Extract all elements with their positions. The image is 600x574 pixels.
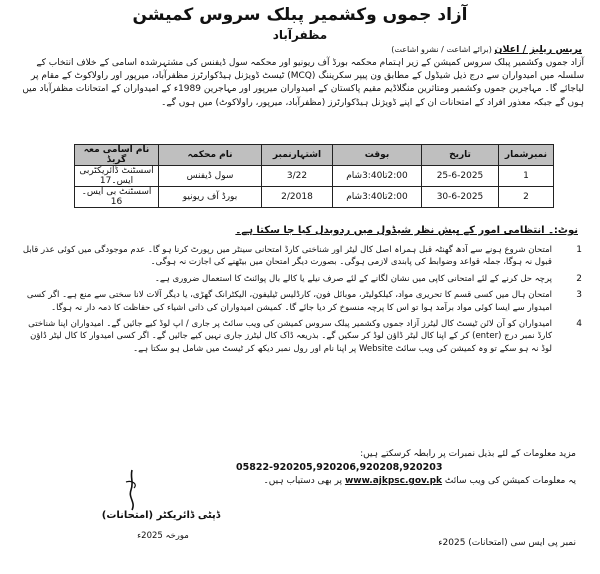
reference-number: نمبر پی ایس سی (امتحانات) 2025ء	[438, 538, 576, 548]
note-number: 2	[576, 273, 582, 284]
signatory-title: ڈپٹی ڈائریکٹر (امتحانات)	[101, 510, 221, 521]
cell-time: 2:00تا3:40شام	[333, 187, 422, 208]
header-post: نام اسامی معہ گریڈ	[75, 145, 159, 166]
schedule-table	[74, 144, 554, 208]
location-subtitle: مظفرآباد	[272, 28, 328, 42]
cell-sn: 1	[499, 166, 554, 187]
table-row	[75, 187, 554, 208]
intro-paragraph: آزاد جموں وکشمیر پبلک سروس کمیشن کے زیر اہتمام محکمہ بورڈ آف ریونیو اور محکمہ سول ڈیفنس کی مشتہرشدہ اسامی کے خلاف انتخاب کے سلسلہ میں امیدواران سے درج ذیل شیڈول کے مطابق ون پیپر سکریننگ (MCQ) ٹیسٹ ڈویژنل ہیڈکوارٹرز مظفرآباد، میرپور اور راولاکوٹ کے مقام پر لیاجائے گا۔ مہاجرین جموں وکشمیر ومتاثرین منگلاڈیم مقیم پاکستان کے امیدواران میرپور اور مہاجرین 1989ء کے امیدواران کے امتحانات مظفرآباد میں ہوں گے جبکہ معذور افراد کے امتحانات ان کے اپنے ڈویژنل ہیڈکوارٹرز (مظفرآباد، میرپور، راولاکوٹ) میں ہوں گے۔	[22, 58, 584, 108]
note-heading: نوٹ:۔ انتظامی امور کے پیش نظر شیڈول میں ردوبدل کیا جا سکتا ہے۔	[235, 225, 578, 236]
list-item	[20, 273, 588, 285]
cell-dept: سول ڈیفنس	[159, 166, 262, 187]
note-text: پرچہ حل کرنے کے لئے امتحانی کاپی میں نشان لگانے کے لئے صرف نیلے یا کالے بال پوائنٹ کا استعمال ضروری ہے۔	[154, 273, 552, 284]
note-number: 4	[576, 319, 582, 330]
press-release-line	[292, 44, 582, 56]
list-item	[20, 289, 588, 314]
cell-ad: 2/2018	[262, 187, 333, 208]
cell-ad: 3/22	[262, 166, 333, 187]
header-time: بوقت	[333, 145, 422, 166]
signature-scribble-icon	[112, 468, 152, 512]
cell-time: 2:00تا3:40شام	[333, 166, 422, 187]
header-dept: نام محکمہ	[159, 145, 262, 166]
note-text: امتحان شروع ہونے سے آدھ گھنٹہ قبل ہمراہ اصل کال لیٹر اور شناختی کارڈ امتحانی سینٹر میں رپورٹ کرنا ہو گا۔ عدم موجودگی میں کوئی عذر قابل قبول نہ ہوگا، جملہ قواعد وضوابط کی پابندی لازمی ہوگی۔ بصورت دیگر امتحان میں بیٹھنے کی اجازت نہ ہوگی۔	[22, 245, 552, 268]
cell-post: اسسٹنٹ بی ایس۔16	[75, 187, 159, 208]
cell-date: 30-6-2025	[422, 187, 499, 208]
note-text: امتحان ہال میں کسی قسم کا تحریری مواد، کیلکولیٹر، موبائل فون، کارڈلیس ٹیلیفون، الیکٹرانک گھڑی، یا دیگر آلات لانا سختی سے منع ہے۔ اگر کسی امیدوار سے ایسا کوئی مواد برآمد ہوا تو اس کا پرچہ منسوخ کر دیا جائے گا۔ کمیشن امیدواران کی ذاتی اشیاء کی حفاظت کا ذمہ دار نہ ہوگا۔	[26, 290, 552, 313]
header-date: تاریخ	[422, 145, 499, 166]
cell-dept: بورڈ آف ریونیو	[159, 187, 262, 208]
header-sn: نمبرشمار	[499, 145, 554, 166]
press-release-label: پریس ریلیز / اعلان	[494, 44, 582, 55]
cell-date: 25-6-2025	[422, 166, 499, 187]
website-suffix: پر بھی دستیاب ہیں۔	[263, 476, 343, 486]
cell-sn: 2	[499, 187, 554, 208]
notes-list	[20, 244, 588, 359]
website-text: یہ معلومات کمیشن کی ویب سائٹ	[444, 476, 576, 486]
list-item	[20, 318, 588, 355]
signature-date: مورخہ 2025ء	[137, 531, 189, 541]
list-item	[20, 244, 588, 269]
website-link[interactable]: www.ajkpsc.gov.pk	[344, 476, 443, 486]
note-number: 1	[576, 245, 582, 255]
header-ad: اشتہارنمبر	[262, 145, 333, 166]
table-row	[75, 166, 554, 187]
document-header	[0, 4, 600, 44]
cell-post: اسسٹنٹ ڈائریکٹربی ایس۔17	[75, 166, 159, 187]
note-number: 3	[576, 290, 582, 301]
schedule-header-row	[75, 145, 554, 166]
commission-title: آزاد جموں وکشمیر پبلک سروس کمیشن	[132, 5, 468, 25]
note-text: امیدواران کو آن لائن ٹیسٹ کال لیٹرز آزاد جموں وکشمیر پبلک سروس کمیشن کی ویب سائٹ پر جاری / اپ لوڈ کیے جائیں گے۔ امیدواران اپنا شناختی کارڈ نمبر درج (enter) کر کے اپنا کال لیٹر ڈاؤن لوڈ کر سکیں گے۔ بذریعہ ڈاک کال لیٹرز جاری نہیں کیے جائیں گے۔ اگر کسی امیدوار کا کال لیٹر ڈاؤن لوڈ نہ ہو سکے تو وہ کمیشن کی ویب سائٹ Website پر اپنا نام اور رول نمبر دیکھ کر ٹیسٹ میں شامل ہو سکتا ہے۔	[28, 319, 552, 354]
contact-text: مزید معلومات کے لئے بذیل نمبرات پر رابطہ کرسکتے ہیں:	[360, 449, 576, 459]
contact-phones: 05822-920205,920206,920208,920203	[236, 462, 443, 473]
contact-block	[196, 448, 576, 488]
press-release-text: (برائے اشاعت / نشرو اشاعت)	[391, 45, 492, 54]
